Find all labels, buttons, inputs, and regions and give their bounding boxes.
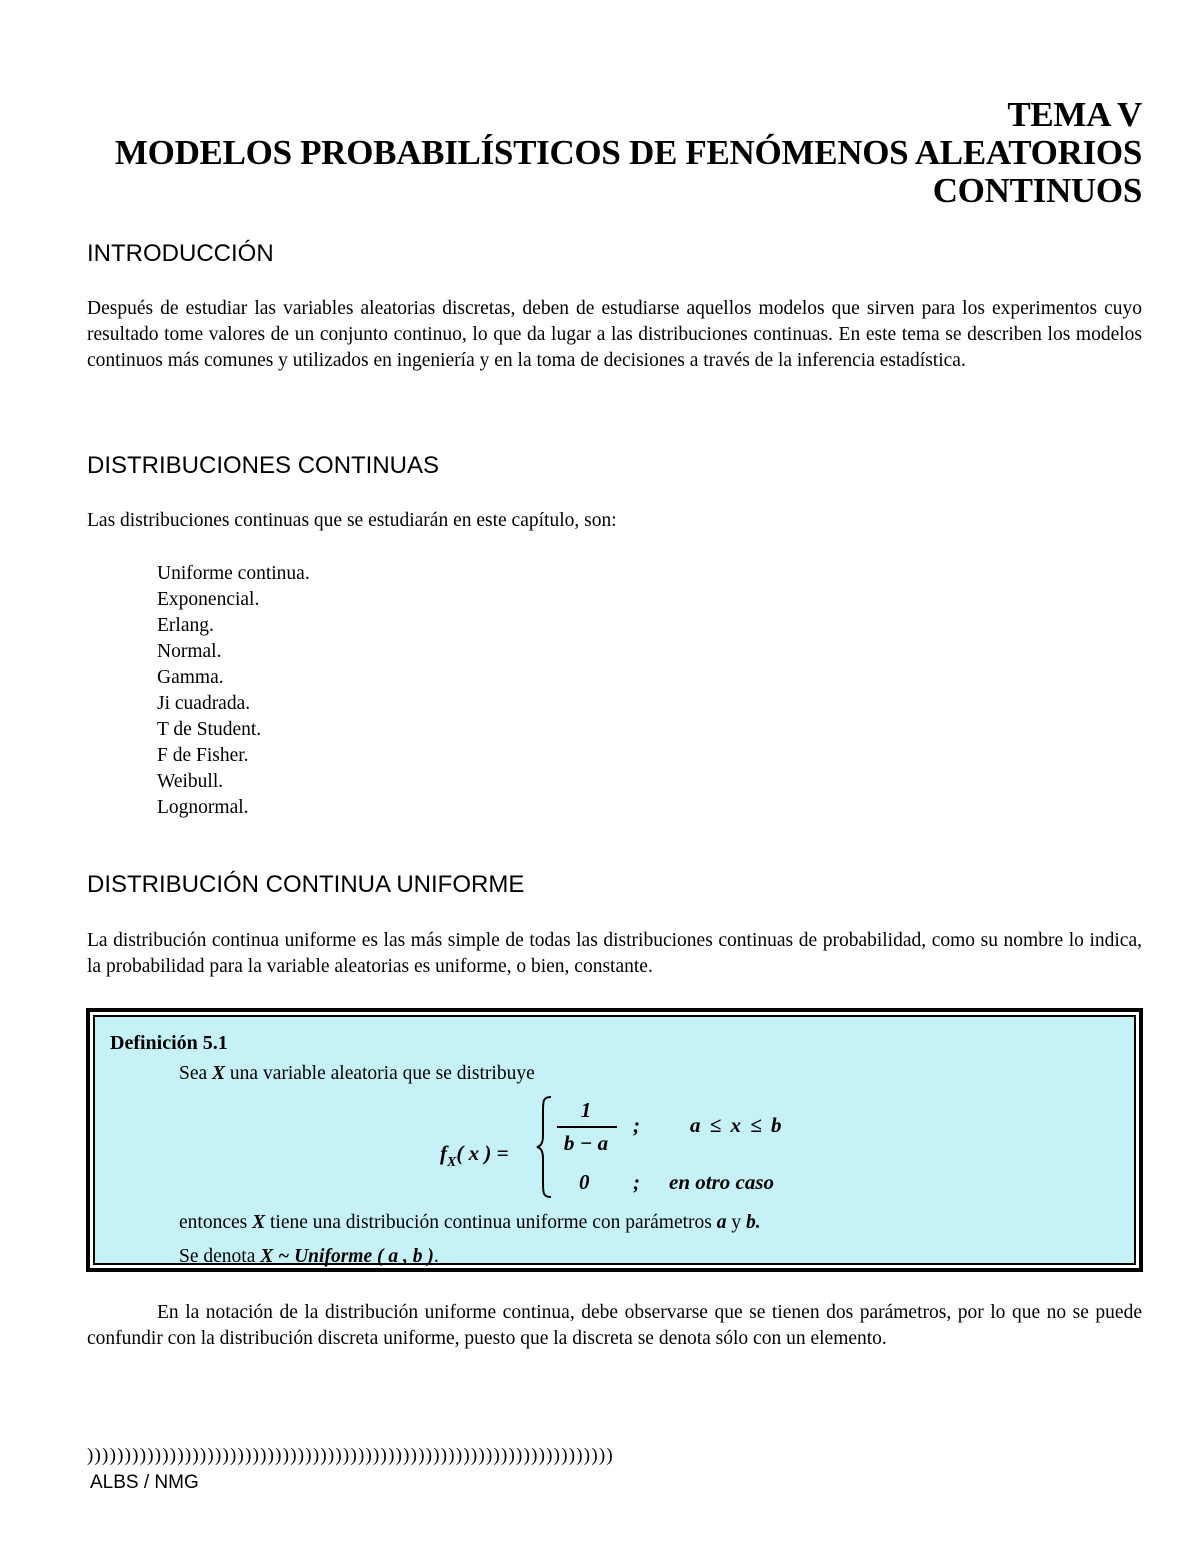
list-item: Erlang. [157, 615, 214, 636]
definition-box-inner [93, 1015, 1136, 1265]
fraction-denominator: b − a [563, 1131, 609, 1155]
formula-condition-otherwise: en otro caso [669, 1170, 774, 1194]
list-item: F de Fisher. [157, 745, 249, 766]
chapter-title-line1: MODELOS PROBABILÍSTICOS DE FENÓMENOS ALEATORIOS [114, 133, 1142, 172]
formula-zero: 0 [579, 1170, 590, 1194]
distributions-list [157, 561, 310, 821]
formula-semicolon: ; [633, 1113, 640, 1137]
heading-distribucion-uniforme: DISTRIBUCIÓN CONTINUA UNIFORME [87, 871, 525, 898]
list-item: Uniforme continua. [157, 563, 310, 584]
heading-introduccion: INTRODUCCIÓN [87, 240, 274, 267]
formula-argument: ( x ) = [456, 1141, 509, 1165]
parameter-b: b [746, 1212, 756, 1233]
definition-period: . [433, 1246, 439, 1267]
fraction-bar [557, 1126, 617, 1128]
formula-fraction [551, 1097, 621, 1155]
uniform-notation: X ~ Uniforme ( a , b ) [260, 1246, 434, 1267]
uniform-paragraph: La distribución continua uniforme es las más simple de todas las distribuciones continuas de probabilidad, como su nombre lo indica, la probabilidad para la variable aleatorias es uniforme, o bien, constante. [87, 930, 1142, 977]
list-item: Exponencial. [157, 589, 260, 610]
definition-title: Definición 5.1 [110, 1032, 228, 1054]
definition-box [86, 1008, 1143, 1272]
fraction-numerator: 1 [580, 1098, 592, 1122]
variable-x: X [212, 1063, 226, 1084]
notation-paragraph: En la notación de la distribución uniforme continua, debe observarse que se tienen dos parámetros, por lo que no se puede confundir con la distribución discreta uniforme, puesto que la discreta se denota sólo con un elemento. [87, 1302, 1142, 1349]
list-item: Gamma. [157, 667, 224, 688]
formula-condition-range: a ≤ x ≤ b [690, 1113, 784, 1137]
chapter-number: TEMA V [1007, 95, 1142, 134]
intro-paragraph: Después de estudiar las variables aleatorias discretas, deben de estudiarse aquellos modelos que sirven para los experimentos cuyo resultado tome valores de un conjunto continuo, lo que da lugar a las distribuciones continuas. En este tema se describen los modelos continuos más comunes y utilizados en ingeniería y en la toma de decisiones a través de la inferencia estadística. [87, 298, 1142, 371]
footer-rule: )))))))))))))))))))))))))))))))))))))))))))))))))))))))))))))))))))))) [87, 1445, 614, 1466]
list-item: Lognormal. [157, 797, 249, 818]
variable-x: X [252, 1212, 266, 1233]
footer-author: ALBS / NMG [90, 1472, 199, 1493]
definition-text: una variable aleatoria que se distribuye [229, 1063, 535, 1084]
formula-semicolon: ; [633, 1170, 640, 1194]
parameter-a: a [716, 1212, 727, 1233]
formula-f: f [440, 1141, 447, 1165]
heading-distribuciones-continuas: DISTRIBUCIONES CONTINUAS [87, 452, 440, 479]
list-item: Ji cuadrada. [157, 693, 251, 714]
definition-text: entonces [179, 1212, 248, 1233]
formula-subscript: X [447, 1155, 457, 1170]
definition-period: . [755, 1212, 761, 1233]
definition-line3 [179, 1246, 439, 1268]
distributions-intro-paragraph: Las distribuciones continuas que se estudiarán en este capítulo, son: [87, 510, 617, 531]
list-item: T de Student. [157, 719, 262, 740]
definition-text: Se denota [179, 1246, 256, 1267]
definition-line2 [179, 1212, 761, 1234]
definition-text: tiene una distribución continua uniforme con parámetros [270, 1212, 712, 1233]
chapter-title-line2: CONTINUOS [932, 171, 1142, 210]
list-item: Weibull. [157, 771, 224, 792]
definition-text: y [731, 1212, 742, 1233]
list-item: Normal. [157, 641, 222, 662]
formula-lhs [440, 1141, 509, 1170]
definition-text: Sea [179, 1063, 208, 1084]
